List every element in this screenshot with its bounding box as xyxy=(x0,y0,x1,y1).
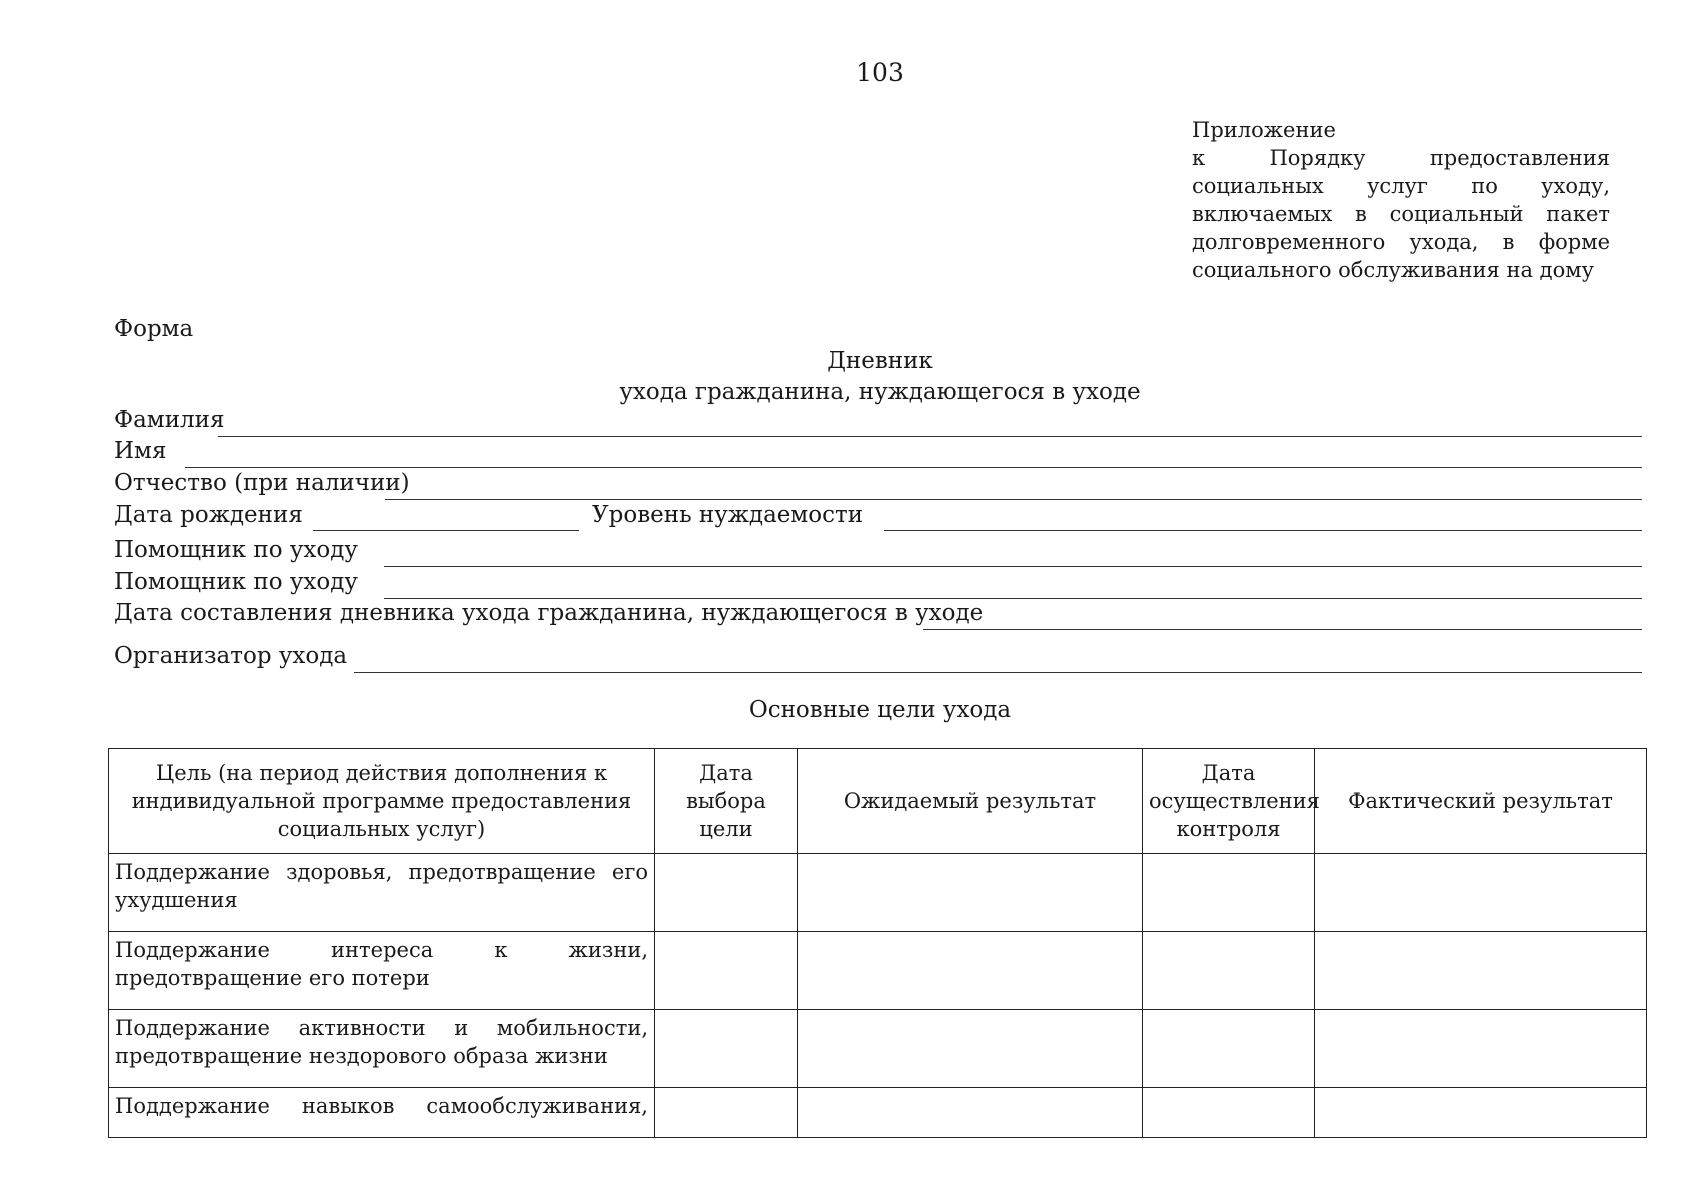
expected-result-cell[interactable] xyxy=(798,932,1143,1010)
care-assistant-2-field[interactable] xyxy=(384,598,1642,599)
care-assistant-1-field[interactable] xyxy=(384,566,1642,567)
expected-result-cell[interactable] xyxy=(798,854,1143,932)
control-date-cell[interactable] xyxy=(1143,854,1315,932)
actual-result-cell[interactable] xyxy=(1315,1010,1647,1088)
care-assistant-1-label: Помощник по уходу xyxy=(114,537,358,563)
control-date-cell[interactable] xyxy=(1143,1010,1315,1088)
expected-result-cell[interactable] xyxy=(798,1010,1143,1088)
actual-result-cell[interactable] xyxy=(1315,932,1647,1010)
goal-date-cell[interactable] xyxy=(655,1088,798,1138)
expected-result-cell[interactable] xyxy=(798,1088,1143,1138)
table-row xyxy=(109,854,1647,932)
goal-date-cell[interactable] xyxy=(655,1010,798,1088)
care-goals-table xyxy=(108,748,1647,1138)
table-header-row xyxy=(109,749,1647,854)
diary-date-label: Дата составления дневника ухода гражданина, нуждающегося в уходе xyxy=(114,600,984,626)
document-title: Дневник xyxy=(827,348,933,374)
document-subtitle: ухода гражданина, нуждающегося в уходе xyxy=(619,379,1141,405)
name-field[interactable] xyxy=(185,467,1642,468)
patronymic-label: Отчество (при наличии) xyxy=(114,470,410,496)
need-level-field[interactable] xyxy=(884,530,1642,531)
header-expected-result: Ожидаемый результат xyxy=(798,749,1143,854)
form-label: Форма xyxy=(114,316,194,342)
care-organizer-field[interactable] xyxy=(354,672,1642,673)
birth-date-label: Дата рождения xyxy=(114,502,303,528)
name-label: Имя xyxy=(114,438,167,464)
header-goal-date: Дата выбора цели xyxy=(655,749,798,854)
surname-label: Фамилия xyxy=(114,407,225,433)
goal-date-cell[interactable] xyxy=(655,932,798,1010)
need-level-label: Уровень нуждаемости xyxy=(592,502,864,528)
goal-cell: Поддержание здоровья, предотвращение его ухудшения xyxy=(109,854,655,932)
page-number: 103 xyxy=(856,58,904,87)
actual-result-cell[interactable] xyxy=(1315,1088,1647,1138)
diary-date-field[interactable] xyxy=(923,629,1642,630)
patronymic-field[interactable] xyxy=(385,499,1642,500)
surname-field[interactable] xyxy=(218,436,1642,437)
goal-cell: Поддержание активности и мобильности, предотвращение нездорового образа жизни xyxy=(109,1010,655,1088)
table-row xyxy=(109,1010,1647,1088)
appendix-note xyxy=(1192,116,1610,284)
table-row xyxy=(109,1088,1647,1138)
control-date-cell[interactable] xyxy=(1143,1088,1315,1138)
care-assistant-2-label: Помощник по уходу xyxy=(114,569,358,595)
care-organizer-label: Организатор ухода xyxy=(114,643,348,669)
control-date-cell[interactable] xyxy=(1143,932,1315,1010)
appendix-text: к Порядку предоставления социальных услуг по уходу, включаемых в социальный пакет долговременного ухода, в форме социального обслуживания на дому xyxy=(1192,146,1610,282)
section-title: Основные цели ухода xyxy=(748,697,1012,723)
goal-cell: Поддержание интереса к жизни, предотвращение его потери xyxy=(109,932,655,1010)
goal-cell: Поддержание навыков самообслуживания, xyxy=(109,1088,655,1138)
actual-result-cell[interactable] xyxy=(1315,854,1647,932)
goal-date-cell[interactable] xyxy=(655,854,798,932)
birth-date-field[interactable] xyxy=(313,530,579,531)
appendix-title: Приложение xyxy=(1192,118,1336,142)
table-row xyxy=(109,932,1647,1010)
header-goal: Цель (на период действия дополнения к индивидуальной программе предоставления социальных услуг) xyxy=(109,749,655,854)
header-control-date: Дата осуществления контроля xyxy=(1143,749,1315,854)
header-actual-result: Фактический результат xyxy=(1315,749,1647,854)
